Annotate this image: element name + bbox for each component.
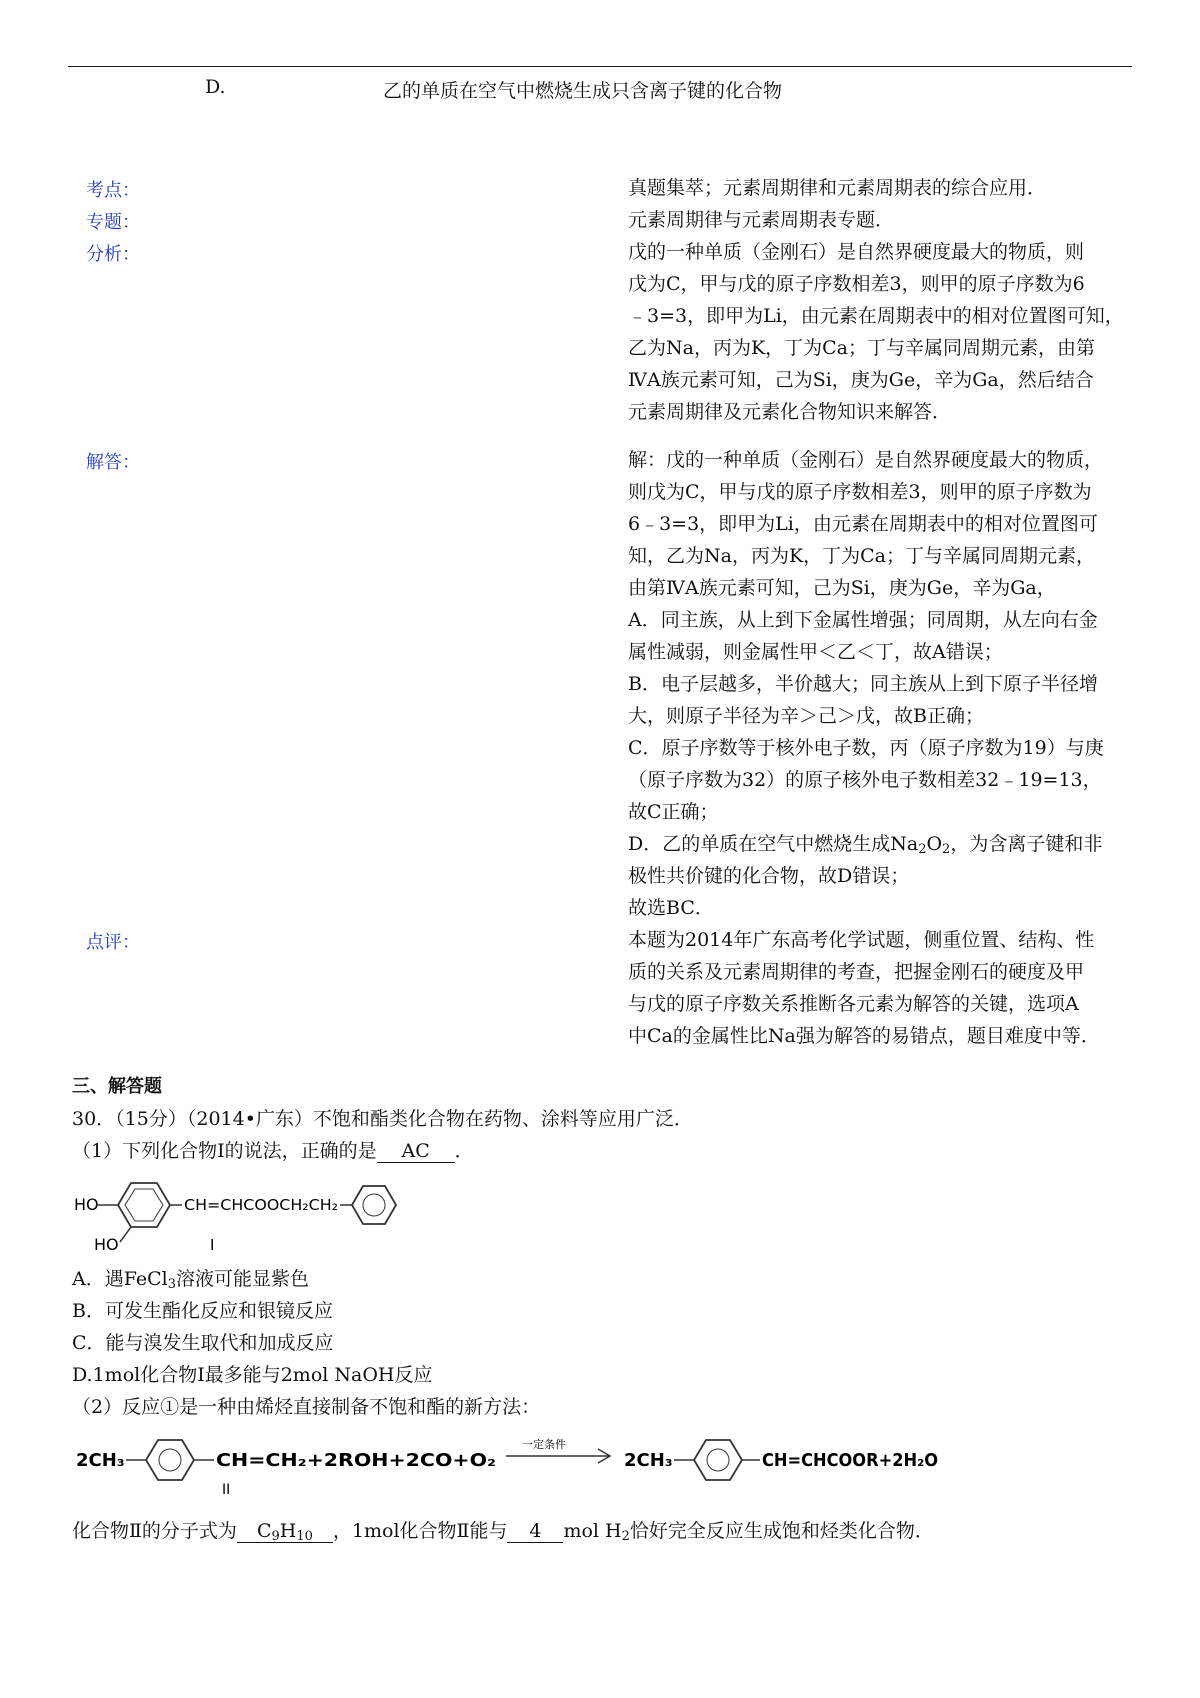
ho-bottom-label: HO — [94, 1235, 119, 1252]
jieda-line: 由第ⅣA族元素可知，己为Si，庚为Ge，辛为Ga， — [628, 577, 1056, 599]
rxn-right-prefix: 2CH₃ — [624, 1450, 673, 1471]
fenxi-line: 戊为C，甲与戊的原子序数相差3，则甲的原子序数为6 — [628, 273, 1085, 295]
reaction-condition: 一定条件 — [522, 1438, 566, 1451]
jieda-line: 知，乙为Na，丙为K，丁为Ca；丁与辛属同周期元素， — [628, 545, 1096, 567]
jieda-line: 属性减弱，则金属性甲＜乙＜丁，故A错误； — [628, 641, 1003, 663]
jieda-line: 大，则原子半径为辛＞己＞戊，故B正确； — [628, 705, 984, 727]
dianping-text — [628, 924, 1140, 1052]
reaction-scheme — [70, 1432, 950, 1498]
label-dianping: 点评： — [86, 932, 140, 953]
rxn-middle-label: CH=CH₂+2ROH+2CO+O₂ — [216, 1450, 496, 1471]
jieda-line: 极性共价键的化合物，故D错误； — [628, 865, 910, 887]
option-d-letter: D. — [205, 76, 226, 98]
jieda-line: B．电子层越多，半价越大；同主族从上到下原子半径增 — [628, 673, 1098, 695]
header-rule — [68, 66, 1132, 67]
fenxi-line: ⅣA族元素可知，己为Si，庚为Ge，辛为Ga，然后结合 — [628, 369, 1094, 391]
fenxi-text — [628, 236, 1140, 428]
jieda-line: 解：戊的一种单质（金刚石）是自然界硬度最大的物质， — [628, 449, 1104, 471]
zhuanti-text: 元素周期律与元素周期表专题． — [628, 209, 895, 231]
jieda-line: A．同主族，从上到下金属性增强；同周期，从左向右金 — [628, 609, 1098, 631]
compound-i-label: I — [210, 1236, 215, 1252]
q30-option-a: A．遇FeCl$_3$溶液可能显紫色 — [72, 1268, 310, 1292]
dianping-line: 质的关系及元素周期律的考查，把握金刚石的硬度及甲 — [628, 961, 1085, 983]
option-d-text: 乙的单质在空气中燃烧生成只含离子键的化合物 — [383, 80, 783, 102]
q30-part1: （1）下列化合物Ⅰ的说法，正确的是 AC ． — [72, 1140, 474, 1162]
label-zhuanti: 专题： — [86, 212, 140, 233]
label-jieda: 解答： — [86, 452, 140, 473]
kaodian-text: 真题集萃；元素周期律和元素周期表的综合应用． — [628, 177, 1047, 199]
dianping-line: 本题为2014年广东高考化学试题，侧重位置、结构、性 — [628, 929, 1095, 951]
rxn-left-label: 2CH₃ — [76, 1450, 125, 1471]
label-kaodian: 考点： — [86, 180, 140, 201]
section-title: 三、解答题 — [72, 1076, 162, 1097]
jieda-text — [628, 444, 1140, 924]
q30-stem: 30．（15分）（2014•广东）不饱和酯类化合物在药物、涂料等应用广泛． — [72, 1108, 693, 1130]
dianping-line: 与戊的原子序数关系推断各元素为解答的关键，选项A — [628, 993, 1079, 1015]
compound-i-structure — [70, 1172, 400, 1252]
chain-label: CH=CHCOOCH₂CH₂ — [184, 1196, 338, 1214]
compound-ii-label: II — [222, 1482, 231, 1498]
jieda-line: 则戊为C，甲与戊的原子序数相差3，则甲的原子序数为 — [628, 481, 1092, 503]
q30-part3: 化合物Ⅱ的分子式为 $C_9H_{10}$ ，1mol化合物Ⅱ能与 4 mol $H_2$恰好完全反应生成饱和烃类化合物． — [72, 1520, 934, 1544]
answer-blank-formula: $C_9H_{10}$ — [237, 1520, 333, 1543]
jieda-line: 6﹣3=3，即甲为Li，由元素在周期表中的相对位置图可 — [628, 513, 1098, 535]
q30-option-d: D.1mol化合物Ⅰ最多能与2mol NaOH反应 — [72, 1364, 433, 1386]
jieda-line: 故选BC． — [628, 897, 714, 919]
ho-top-label: HO — [74, 1195, 99, 1214]
answer-blank-1: AC — [377, 1140, 455, 1163]
q30-option-c: C．能与溴发生取代和加成反应 — [72, 1332, 334, 1354]
fenxi-line: 乙为Na，丙为K，丁为Ca；丁与辛属同周期元素，由第 — [628, 337, 1096, 359]
q30-part2: （2）反应①是一种由烯烃直接制备不饱和酯的新方法： — [72, 1396, 541, 1418]
rxn-right-label: CH=CHCOOR+2H₂O — [762, 1450, 938, 1471]
fenxi-line: 元素周期律及元素化合物知识来解答． — [628, 401, 952, 423]
jieda-line-d: D．乙的单质在空气中燃烧生成$Na_2O_2$，为含离子键和非 — [628, 833, 1103, 857]
q30-option-b: B．可发生酯化反应和银镜反应 — [72, 1300, 333, 1322]
fenxi-line: ﹣3=3，即甲为Li，由元素在周期表中的相对位置图可知， — [628, 305, 1124, 327]
jieda-line: C．原子序数等于核外电子数，丙（原子序数为19）与庚 — [628, 737, 1104, 759]
fenxi-line: 戊的一种单质（金刚石）是自然界硬度最大的物质，则 — [628, 241, 1085, 263]
jieda-line: 故C正确； — [628, 801, 719, 823]
jieda-line: （原子序数为32）的原子核外电子数相差32﹣19=13， — [628, 769, 1102, 791]
answer-blank-h2: 4 — [507, 1520, 563, 1543]
label-fenxi: 分析： — [86, 244, 140, 265]
dianping-line: 中Ca的金属性比Na强为解答的易错点，题目难度中等． — [628, 1025, 1100, 1047]
